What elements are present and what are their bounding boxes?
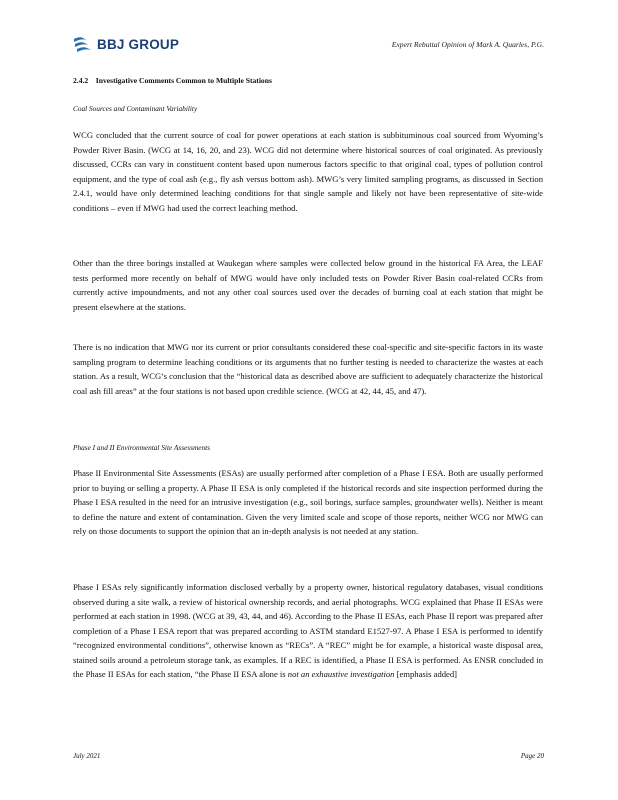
header-title: Expert Rebuttal Opinion of Mark A. Quarles, P.G. [391, 40, 544, 49]
bbj-logo-icon [73, 35, 93, 53]
subheading-phase-esa: Phase I and II Environmental Site Assessments [73, 443, 210, 452]
paragraph: Other than the three borings installed at Waukegan where samples were collected below ground in the historical FA Area, the LEAF tests performed more recently on behalf of MWG would have only included tests on Powder River Basin coal-related CCRs from currently active impoundments, and not any other coal sources used over the decades of burning coal at each station that might be present elsewhere at the stations. [73, 258, 543, 312]
section-title: Investigative Comments Common to Multiple Stations [95, 76, 272, 85]
paragraph: WCG concluded that the current source of coal for power operations at each station is subbituminous coal sourced from Wyoming’s Powder River Basin. (WCG at 14, 16, 20, and 23). WCG did not determine where historical sources of coal originated. As previously discussed, CCRs can vary in constituent content based upon numerous factors specific to that original coal, types of pollution control equipment, and the type of coal ash (e.g., fly ash versus bottom ash). MWG’s very limited sampling programs, as discussed in Section 2.4.1, would have only determined leaching conditions for that single sample and likely not have been representative of site-wide conditions – even if MWG had used the correct leaching method. [73, 130, 543, 213]
section-heading [73, 76, 272, 85]
emphasized-text: not an exhaustive investigation [287, 669, 395, 679]
paragraph: There is no indication that MWG nor its current or prior consultants considered these coal-specific and site-specific factors in its waste sampling program to determine leaching conditions or its arguments that no further testing is needed to characterize the wastes at each station. As a result, WCG’s conclusion that the “historical data as described above are sufficient to adequately characterize the historical coal ash fill areas” at the four stations is not based upon credible science. (WCG at 42, 44, 45, and 47). [73, 342, 543, 396]
paragraph-tail: [emphasis added] [394, 669, 458, 679]
subheading-coal-sources: Coal Sources and Contaminant Variability [73, 104, 198, 113]
paragraph [73, 580, 543, 682]
page-number: Page 20 [520, 752, 544, 760]
company-logo [73, 35, 179, 53]
footer-date: July 2021 [73, 752, 101, 760]
paragraph-text: Phase I ESAs rely significantly information disclosed verbally by a property owner, historical regulatory databases, visual conditions observed during a site walk, a review of historical ownership records, and aerial photographs. WCG explained that Phase II ESAs were performed at each station in 1998. (WCG at 39, 43, 44, and 46). According to the Phase II ESAs, each Phase II report was prepared after completion of a Phase I ESA report that was prepared according to ASTM standard E1527-97. A Phase I ESA is performed to identify “recognized environmental conditions”, otherwise known as “RECs”. A “REC” might be for example, a historical waste disposal area, stained soils around a petroleum storage tank, as examples. If a REC is identified, a Phase II ESA is performed. As ENSR concluded in the Phase II ESAs for each station, “the Phase II ESA alone is [73, 582, 543, 679]
paragraph: Phase II Environmental Site Assessments (ESAs) are usually performed after completion of a Phase I ESA. Both are usually performed prior to buying or selling a property. A Phase II ESA is only completed if the historical records and site inspection performed during the Phase I ESA resulted in the need for an intrusive investigation (e.g., soil borings, surface samples, groundwater wells). Neither is meant to define the nature and extent of contamination. Given the very limited scale and scope of those reports, neither WCG nor MWG can rely on those documents to support the opinion that an in-depth analysis is not needed at any station. [73, 468, 543, 536]
logo-text: BBJ GROUP [97, 36, 180, 52]
section-number: 2.4.2 [73, 76, 89, 85]
